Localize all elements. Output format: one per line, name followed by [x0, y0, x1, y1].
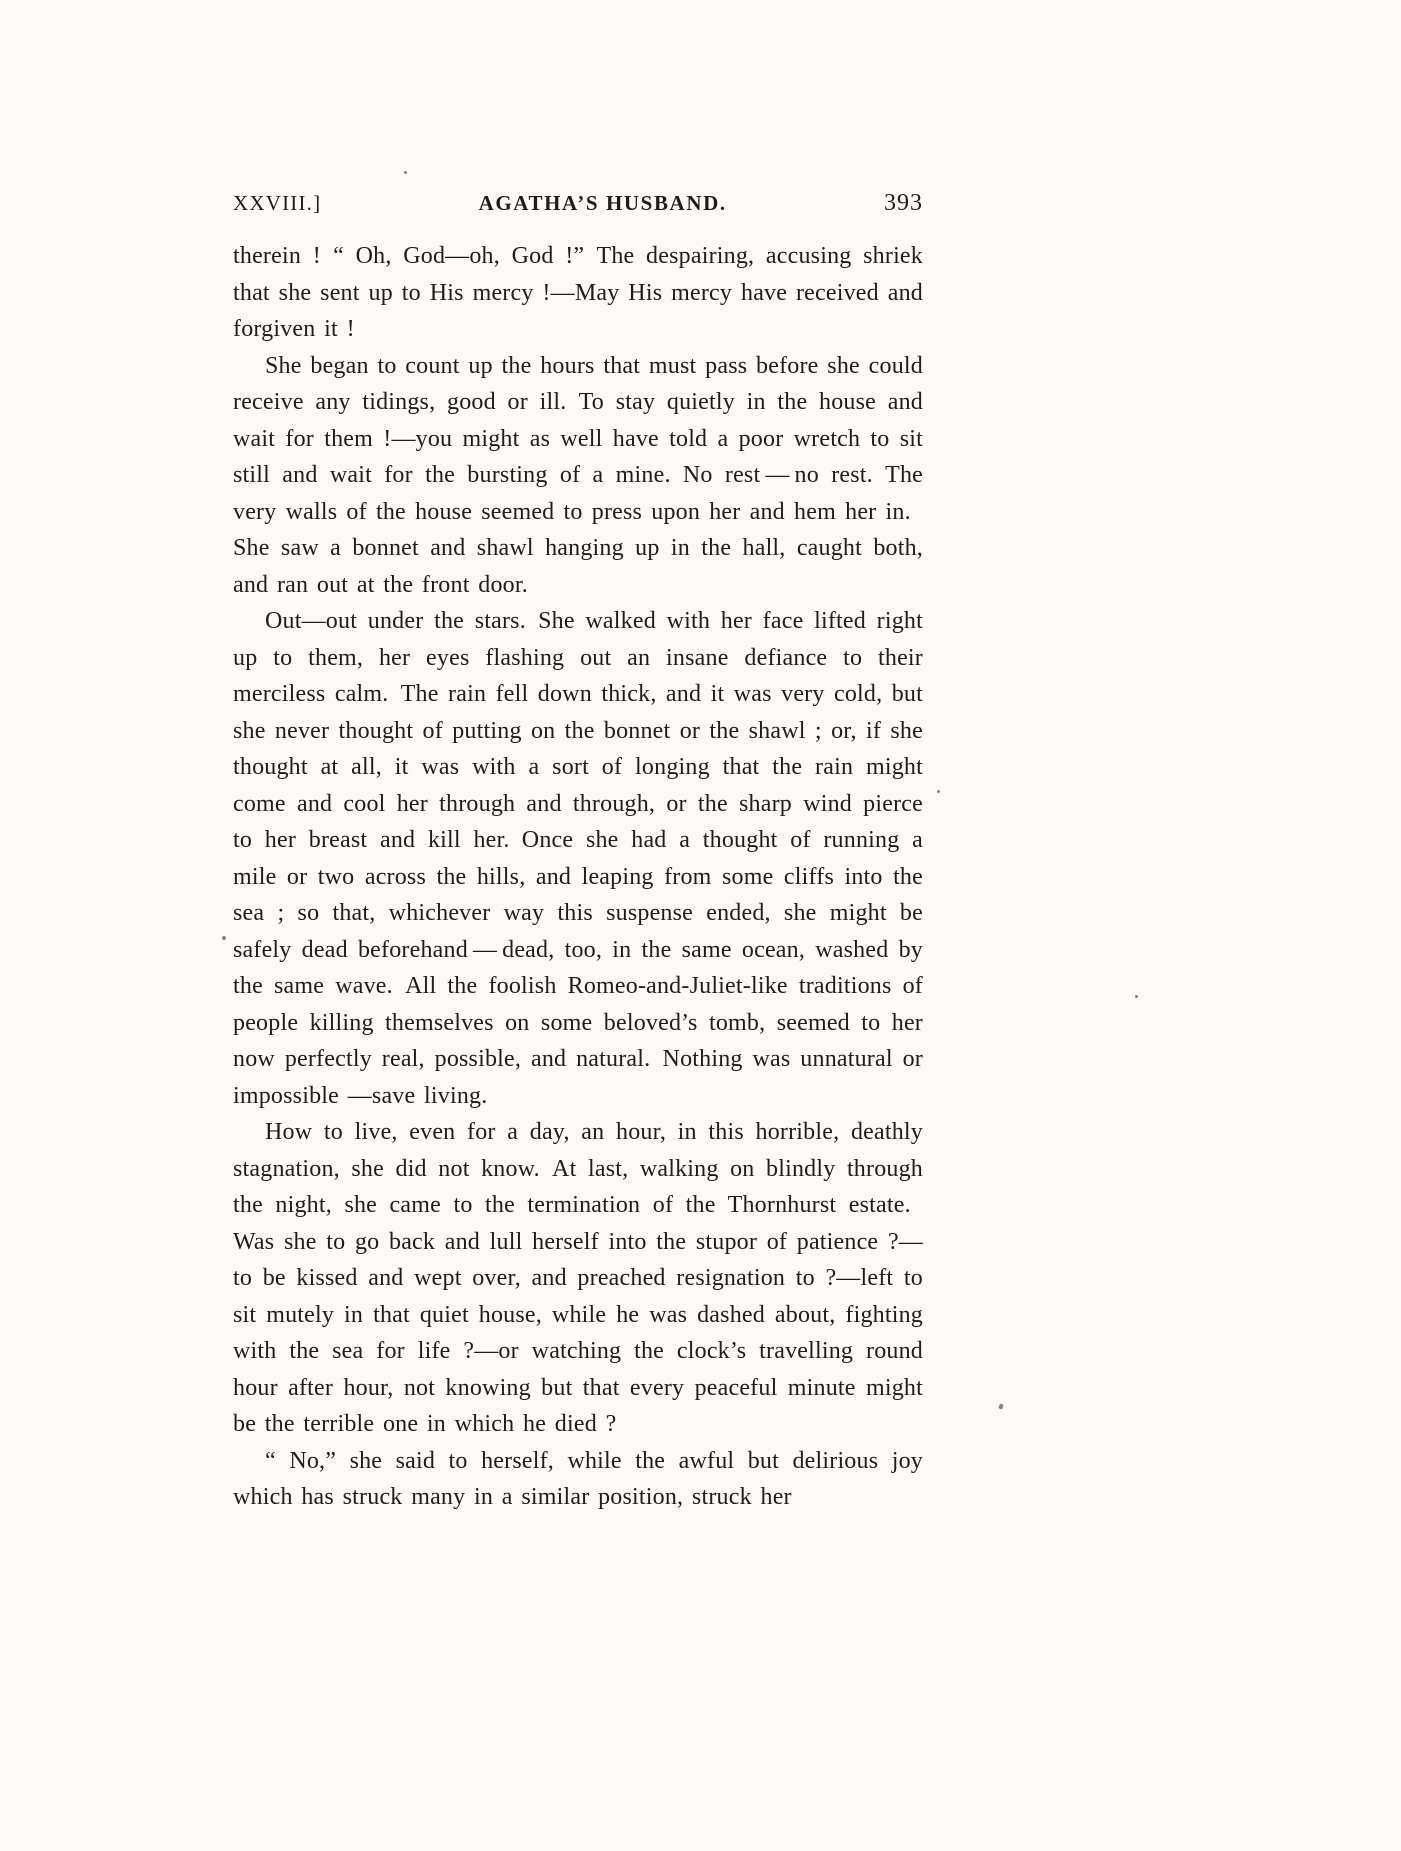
running-title: AGATHA’S HUSBAND. [478, 191, 727, 215]
scan-speck [1135, 995, 1138, 998]
page-number: 393 [883, 190, 923, 216]
paragraph: She began to count up the hours that must pass before she could receive any tidings, good or ill. To stay quietly in the house and wait for them !—you might as well have told a poor wretch to sit still and wait for the bursting of a mine. No rest — no rest. The very walls of the house seemed to press upon her and hem her in. She saw a bonnet and shawl hanging up in the hall, caught both, and ran out at the front door. [233, 352, 923, 598]
chapter-marker: XXVIII.] [233, 191, 322, 215]
scan-speck [222, 936, 226, 940]
paragraph: How to live, even for a day, an hour, in this horrible, deathly stagnation, she did not know. At last, walking on blindly through the night, she came to the termination of the Thornhurst estate. Was she to go back and lull herself into the stupor of patience ?—to be kissed and wept over, and preached resignation to ?—left to sit mutely in that quiet house, while he was dashed about, fighting with the sea for life ?—or watching the clock’s travelling round hour after hour, not knowing but that every peaceful minute might be the terrible one in which he died ? [233, 1119, 923, 1437]
paragraph: “ No,” she said to herself, while the awful but delirious joy which has struck many in a similar position, struck her [233, 1447, 923, 1510]
scan-speck [937, 790, 940, 793]
paragraph: therein ! “ Oh, God—oh, God !” The despairing, accusing shriek that she sent up to His mercy !—May His mercy have received and forgiven it ! [233, 243, 923, 342]
scan-speck [998, 1403, 1003, 1409]
page-header [233, 190, 923, 217]
paragraph: Out—out under the stars. She walked with her face lifted right up to them, her eyes flashing out an insane defiance to their merciless calm. The rain fell down thick, and it was very cold, but she never thought of putting on the bonnet or the shawl ; or, if she thought at all, it was with a sort of longing that the rain might come and cool her through and through, or the sharp wind pierce to her breast and kill her. Once she had a thought of running a mile or two across the hills, and leaping from some cliffs into the sea ; so that, whichever way this suspense ended, she might be safely dead beforehand — dead, too, in the same ocean, washed by the same wave. All the foolish Romeo-and-Juliet-like traditions of people killing themselves on some beloved’s tomb, seemed to her now perfectly real, possible, and natural. Nothing was unnatural or impossible —save living. [233, 608, 923, 1109]
page-body [233, 238, 923, 1516]
scan-speck [404, 171, 407, 174]
